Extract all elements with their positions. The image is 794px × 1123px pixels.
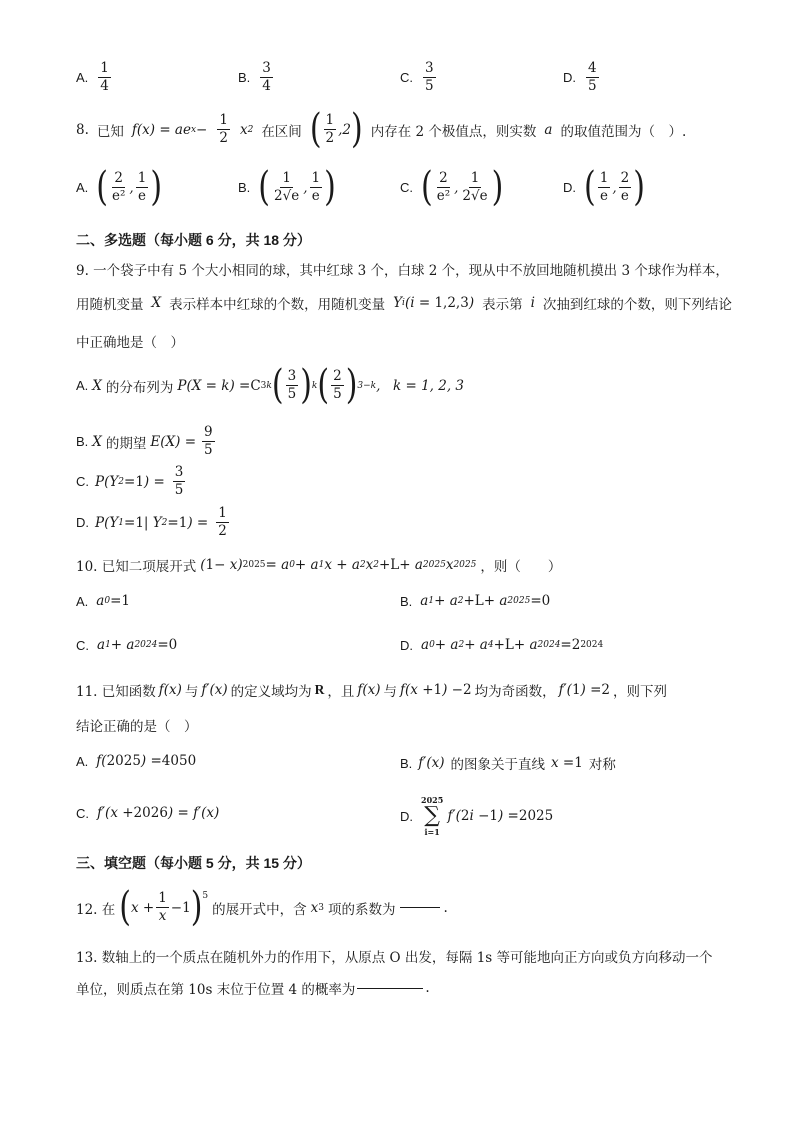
fraction: $\frac{3}{5}$ bbox=[425, 60, 434, 94]
q11-option-c: C. f′(x + 2026 ) = f′(x) bbox=[76, 805, 220, 821]
q8-option-c: C. ( $\frac{2}{\text{e²}}$ , $\frac{1}{2√e}$ ) bbox=[400, 163, 504, 211]
fraction: $\frac{1}{2}$ bbox=[219, 112, 228, 146]
formula: f(x) = ae x − bbox=[131, 121, 208, 138]
q8-option-a: A. ( $\frac{2}{\text{e²}}$ , $\frac{1}{e}$ ) bbox=[76, 163, 163, 211]
formula: x 2 bbox=[239, 121, 254, 138]
q7-option-a bbox=[76, 60, 113, 95]
q10-stem: 10. 已知二项展开式 ( 1 − x) 2025 = a 0 + a 1 x + a 2 x 2 + L + a 2025 x 2025 ，则（ ） bbox=[76, 557, 562, 575]
q11-option-a: A. f( 2025 ) = 4050 bbox=[76, 753, 197, 769]
section-heading: 二、多选题（每小题 6 分，共 18 分） bbox=[76, 232, 311, 248]
q7-option-b bbox=[238, 60, 275, 95]
q11-line1: 11. 已知函数 f(x) 与 f′(x) 的定义域均为 R ，且 f(x) 与 f(x + 1 ) − 2 均为奇函数， f′( 1 ) = 2 ，则下列 bbox=[76, 682, 667, 700]
fraction: $\frac{3}{4}$ bbox=[262, 60, 271, 94]
fraction: $\frac{1}{4}$ bbox=[100, 60, 109, 94]
q12-stem: 12. 在 ( x + $\frac{1}{x}$ − 1 ) $^5$ 的展开式中，含 x 3 项的系数为 . bbox=[76, 883, 448, 931]
option-label: C. bbox=[400, 70, 413, 85]
option-label: B. bbox=[238, 70, 251, 85]
option-label: D. bbox=[563, 70, 576, 85]
q13-line1: 13. 数轴上的一个质点在随机外力的作用下，从原点 O 出发，每隔 1s 等可能地向正方向或负方向移动一个 bbox=[76, 950, 713, 966]
fraction: $\frac{4}{5}$ bbox=[588, 60, 597, 94]
q8-option-d: D. ( $\frac{1}{e}$ , $\frac{2}{e}$ ) bbox=[563, 163, 645, 211]
option-label: A. bbox=[76, 70, 89, 85]
q8-option-b: B. ( $\frac{1}{2√e}$ , $\frac{1}{e}$ ) bbox=[238, 163, 336, 211]
q9-line2: 用随机变量 X 表示样本中红球的个数，用随机变量 Y i ( i = 1,2,3 ) 表示第 i 次抽到红球的个数，则下列结论 bbox=[76, 295, 732, 313]
section-heading: 三、填空题（每小题 5 分，共 15 分） bbox=[76, 855, 311, 871]
q11-line2: 结论正确的是（ ） bbox=[76, 719, 198, 735]
q9-line3: 中正确地是（ ） bbox=[76, 335, 184, 351]
answer-blank[interactable] bbox=[357, 988, 423, 989]
variable-a: a bbox=[544, 121, 553, 138]
q7-option-d bbox=[563, 60, 601, 95]
interval: ( $\frac{1}{2}$ ,2 ) bbox=[309, 105, 363, 153]
q11-option-d: D. 2025 ∑ i=1 f′( 2 i − 1 ) = 2025 bbox=[400, 795, 554, 837]
q8-stem: 8. 已知 f(x) = ae x − $\frac{1}{2}$ x 2 在区间 ( $\frac{1}{2}$ ,2 ) 内存在 2 个极值点，则实数 a 的取值范围为（ ）. bbox=[76, 105, 687, 153]
q9-line1: 9. 一个袋子中有 5 个大小相同的球，其中红球 3 个，白球 2 个，现从中不放回地随机摸出 3 个球作为样本， bbox=[76, 263, 729, 279]
q11-option-b: B. f′(x) 的图象关于直线 x = 1 对称 bbox=[400, 755, 616, 773]
q13-line2: 单位，则质点在第 10s 末位于位置 4 的概率为 . bbox=[76, 980, 430, 998]
q9-option-a: A. X 的分布列为 P(X = k) = C 3 k ( $\frac{3}{5}$ ) k ( $\frac{2}{5}$ ) 3−k , k = 1, 2, 3 bbox=[76, 361, 465, 409]
q7-option-c bbox=[400, 60, 438, 95]
q9-option-b: B. X 的期望 E(X) = $\frac{9}{5}$ bbox=[76, 424, 213, 458]
q10-option-b: B. a 1 + a 2 + L + a 2025 = 0 bbox=[400, 593, 551, 609]
q9-option-d: D. P(Y 1 = 1 | Y 2 = 1 ) = $\frac{1}{2}$ bbox=[76, 505, 227, 539]
answer-blank[interactable] bbox=[400, 907, 440, 908]
q10-option-c: C. a 1 + a 2024 = 0 bbox=[76, 637, 178, 653]
q10-option-d: D. a 0 + a 2 + a 4 + L + a 2024 = 2 2024 bbox=[400, 637, 604, 653]
q10-option-a: A. a 0 = 1 bbox=[76, 593, 130, 609]
q9-option-c: C. P(Y 2 = 1 ) = $\frac{3}{5}$ bbox=[76, 464, 184, 498]
